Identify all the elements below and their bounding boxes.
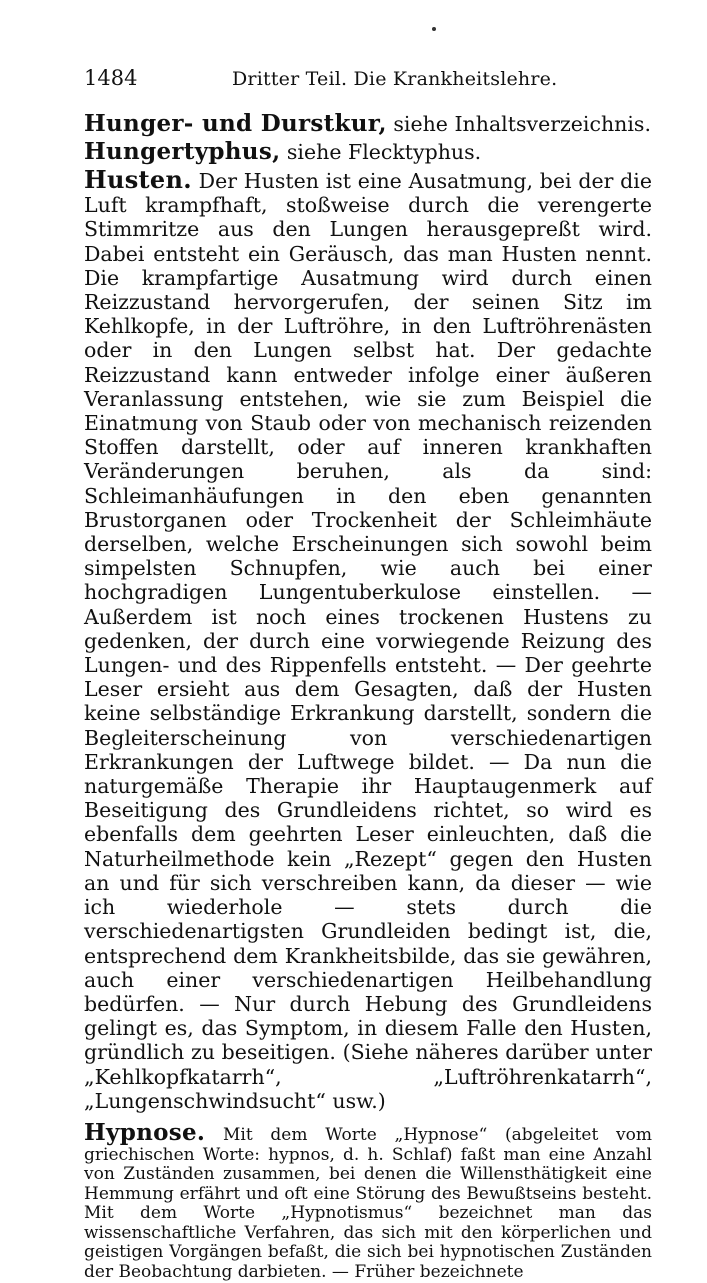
entry-headword: Husten. — [84, 165, 192, 194]
entry-headword: Hypnose. — [84, 1118, 206, 1146]
entry-headword: Hunger- und Durstkur, — [84, 110, 387, 137]
entry-hunger-und-durstkur — [84, 110, 652, 138]
entry-text: Der Husten ist eine Ausatmung, bei der die Luft krampfhaft, stoßweise durch die verengerte Stimmritze aus den Lungen herausgepreßt wird. Dabei entsteht ein Geräusch, das man Husten nennt. Die krampfartige Ausatmung wird durch einen Reizzustand hervorgerufen, der seinen Sitz im Kehlkopfe, in der Luftröhre, in den Luftröhrenästen oder in den Lungen selbst hat. Der gedachte Reizzustand kann entweder infolge einer äußeren Veranlassung entstehen, wie sie zum Beispiel die Einatmung von Staub oder von mechanisch reizenden Stoffen darstellt, oder auf inneren krankhaften Veränderungen beruhen, als da sind: Schleimanhäufungen in den eben genannten Brustorganen oder Trockenheit der Schleimhäute derselben, welche Erscheinungen sich sowohl beim simpelsten Schnupfen, wie auch bei einer hochgradigen Lungentuberkulose einstellen. — Außerdem ist noch eines trockenen Hustens zu gedenken, der durch eine vorwiegende Reizung des Lungen- und des Rippenfells entsteht. — Der geehrte Leser ersieht aus dem Gesagten, daß der Husten keine selbständige Erkrankung darstellt, sondern die Begleiterscheinung von verschiedenartigen Erkrankungen der Luftwege bildet. — Da nun die naturgemäße Therapie ihr Hauptaugenmerk auf Beseitigung des Grundleidens richtet, so wird es ebenfalls dem geehrten Leser einleuchten, daß die Naturheilmethode kein „Rezept“ gegen den Husten an und für sich verschreiben kann, da dieser — wie ich wiederhole — stets durch die verschiedenartigsten Grundleiden bedingt ist, die, entsprechend dem Krankheitsbilde, das sie gewähren, auch einer verschiedenartigen Heilbehandlung bedürfen. — Nur durch Hebung des Grundleidens gelingt es, das Symptom, in diesem Falle den Husten, gründlich zu beseitigen. (Siehe näheres darüber unter „Kehlkopfkatarrh“, „Luftröhrenkatarrh“, „Lungenschwindsucht“ usw.) — [84, 169, 652, 1113]
entry-hungertyphus — [84, 138, 652, 166]
print-speck — [432, 27, 436, 31]
entry-text: Mit dem Worte „Hypnose“ (abgeleitet vom griechischen Worte: hypnos, d. h. Schlaf) faßt man eine Anzahl von Zuständen zusammen, bei denen die Willensthätigkeit eine Hemmung erfährt und oft eine Störung des Bewußtseins besteht. Mit dem Worte „Hypnotismus“ bezeichnet man das wissenschaftliche Verfahren, das sich mit den körperlichen und geistigen Vorgängen befaßt, die sich bei hypnotischen Zuständen der Beobachtung darbieten. — Früher bezeichnete — [84, 1124, 652, 1283]
entry-list — [84, 110, 652, 1283]
entry-text: siehe Flecktyphus. — [280, 140, 482, 164]
page-number: 1484 — [84, 66, 138, 90]
entry-hypnose — [84, 1118, 652, 1283]
entry-husten — [84, 165, 652, 1113]
running-header — [84, 66, 664, 92]
entry-headword: Hungertyphus, — [84, 138, 281, 165]
running-title: Dritter Teil. Die Krankheitslehre. — [232, 68, 558, 90]
entry-text: siehe Inhaltsverzeichnis. — [386, 112, 651, 136]
